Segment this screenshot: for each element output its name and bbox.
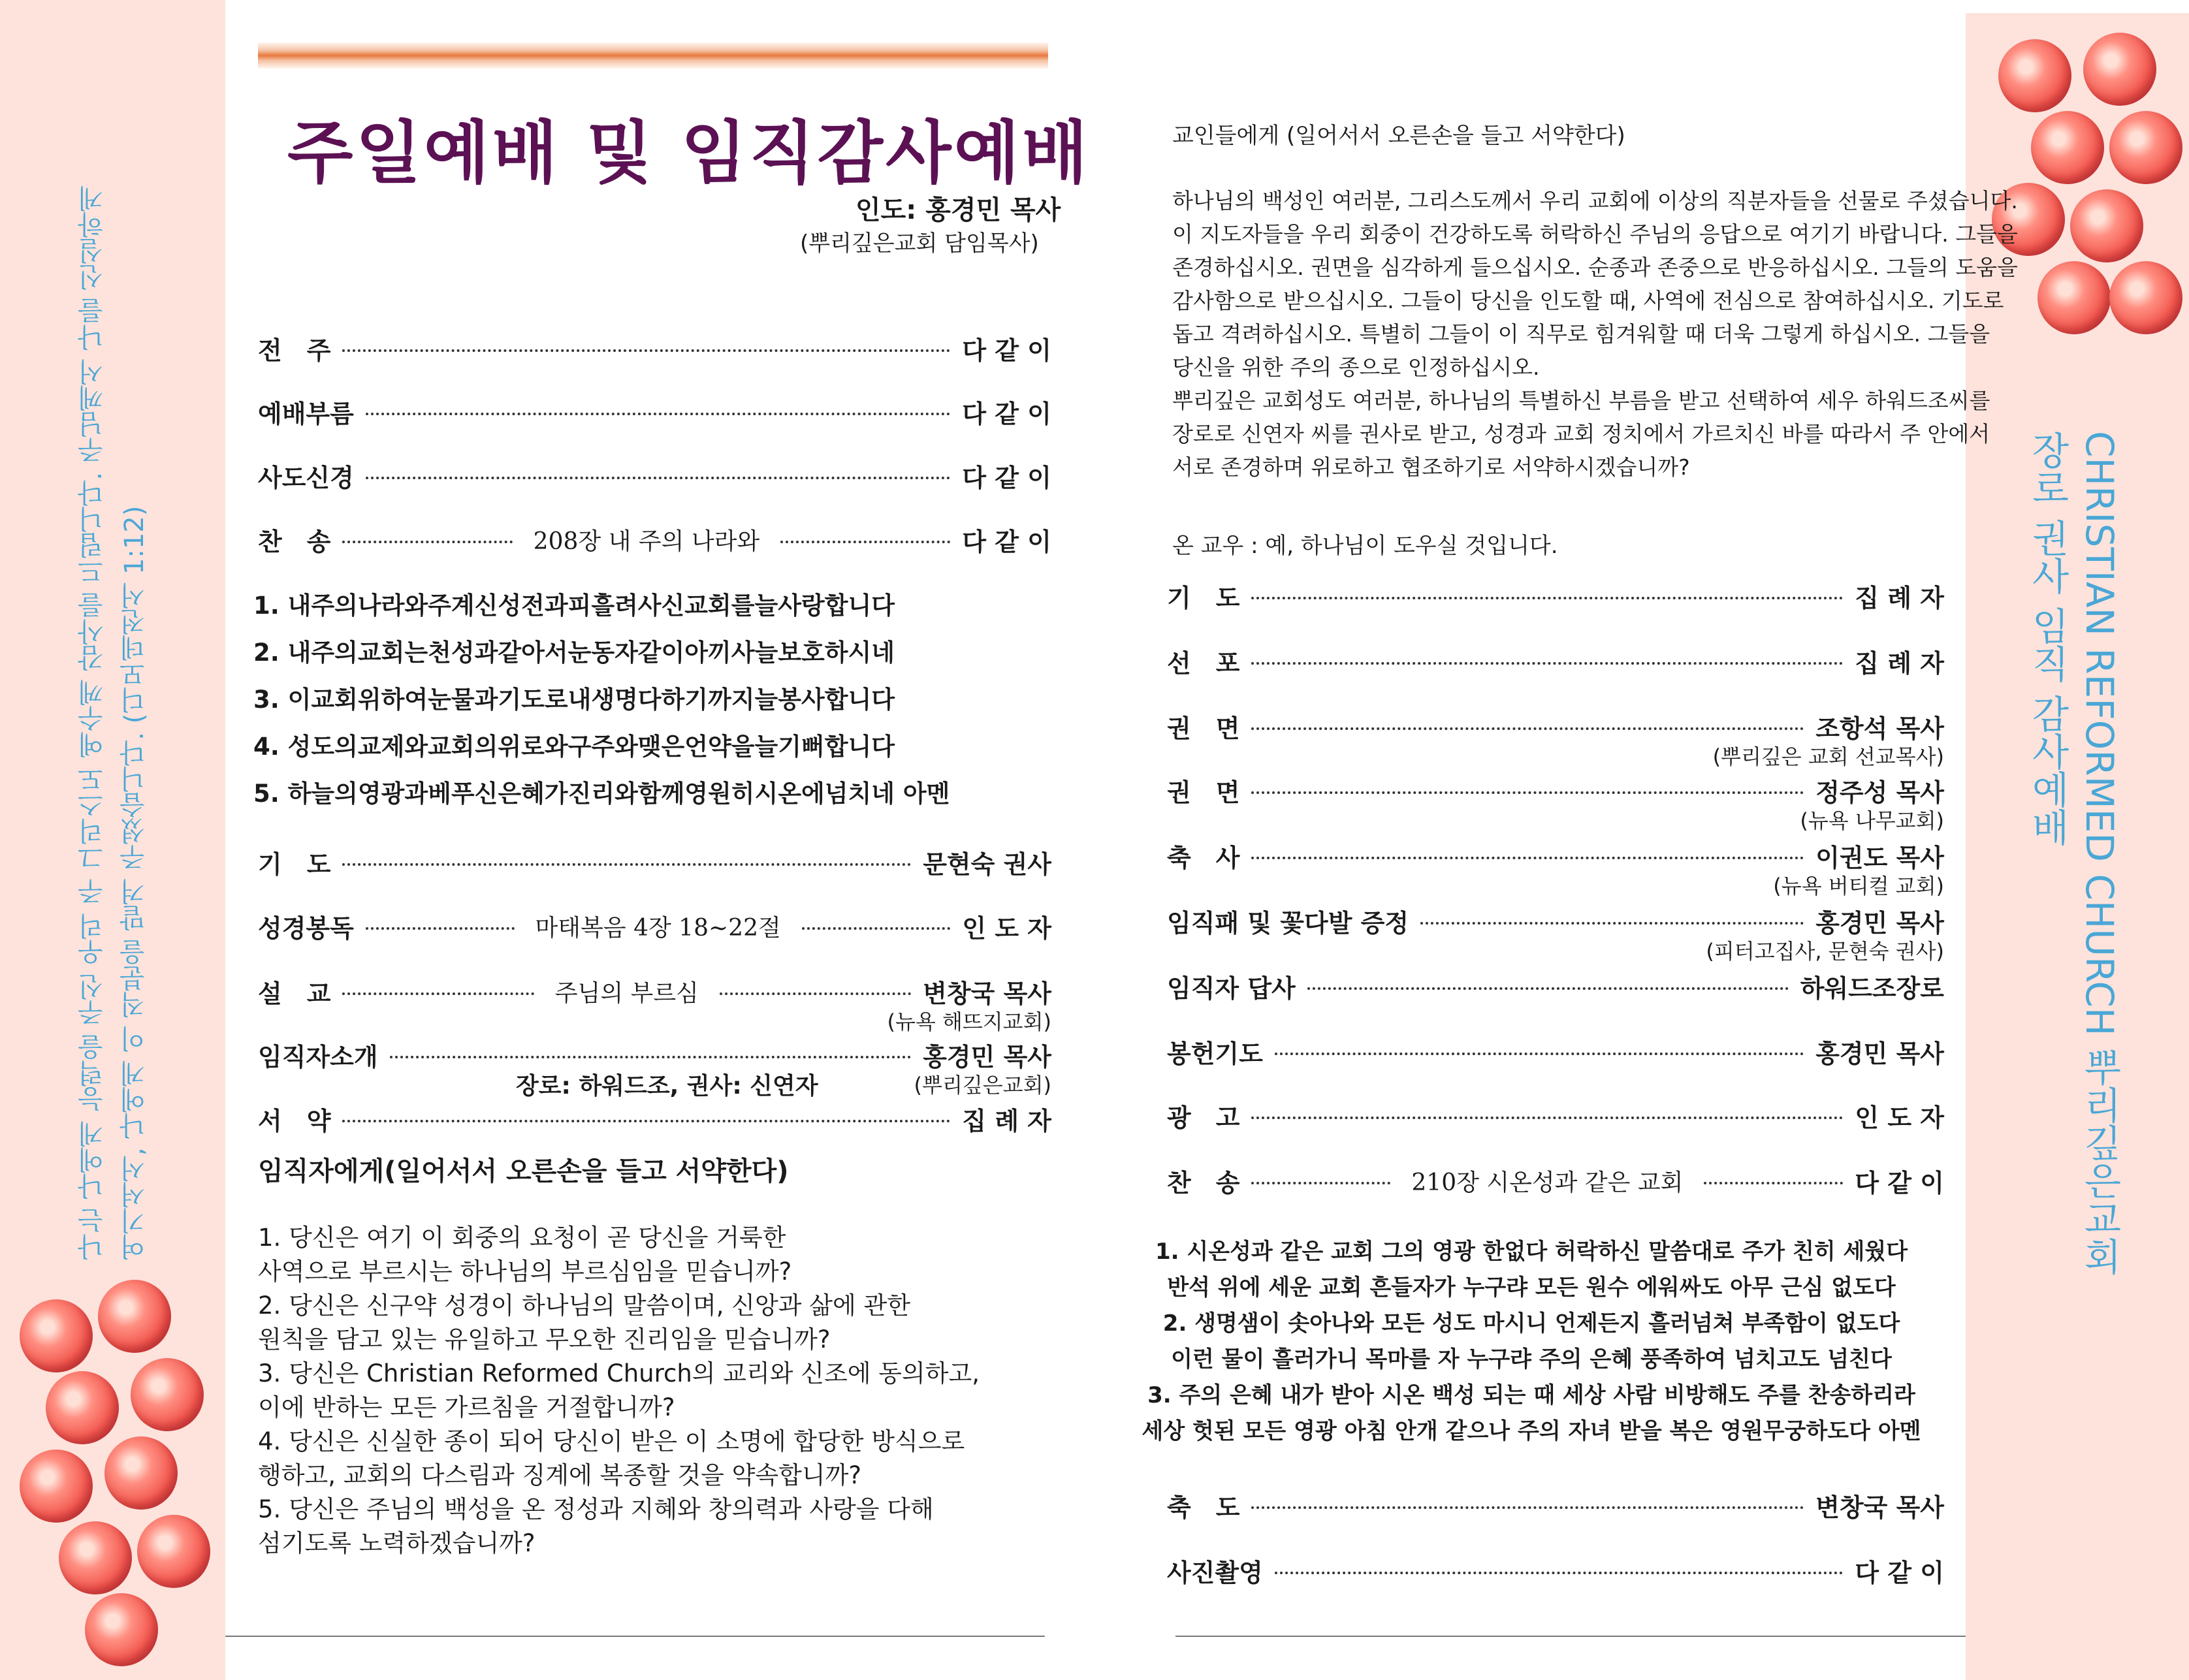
- service-item-affiliation: (뉴욕 나무교회): [1800, 808, 1944, 833]
- hymn-verse: 2. 내주의교회는천성과같아서눈동자같이아끼사늘보호하시네: [253, 639, 895, 667]
- service-item-label: 임직자 답사: [1167, 974, 1296, 1003]
- dot-leader: [342, 863, 911, 866]
- service-item-leader: 이권도 목사: [1815, 843, 1944, 872]
- congregation-paragraph-line: 뿌리깊은 교회성도 여러분, 하나님의 특별하신 부름을 받고 선택하여 세우 하워드조씨를: [1172, 388, 1990, 413]
- congregation-paragraph-line: 당신을 위한 주의 종으로 인정하십시오.: [1172, 355, 1540, 380]
- service-item-leader: 인 도 자: [962, 913, 1052, 943]
- hymn-verse: 반석 위에 세운 교회 흔들자가 누구랴 모든 원수 에워싸도 아무 근심 없도다: [1167, 1275, 1896, 1301]
- service-item: [258, 392, 1051, 431]
- dot-leader: [366, 477, 951, 479]
- vow-line: 5. 당신은 주님의 백성을 온 정성과 지혜와 창의력과 사랑을 다해: [258, 1495, 934, 1523]
- leader-label: 인도: 홍경민 목사: [855, 195, 1061, 225]
- hymn-verse: 1. 내주의나라와주계신성전과피흘려사신교회를늘사랑합니다: [253, 592, 895, 620]
- service-item: [258, 906, 1051, 945]
- page-title: 주일예배 및 임직감사예배: [287, 113, 1091, 193]
- service-item: [1167, 836, 1944, 875]
- service-item-label: 임직패 및 꽃다발 증정: [1167, 908, 1409, 938]
- dot-leader: [366, 413, 951, 415]
- service-item-detail: 208장 내 주의 나라와: [524, 523, 769, 556]
- service-item: [1167, 1161, 1944, 1200]
- dot-leader: [1275, 1572, 1844, 1574]
- congregation-answer: 온 교우 : 예, 하나님이 도우실 것입니다.: [1172, 533, 1558, 559]
- vow-line: 4. 당신은 신실한 종이 되어 당신이 받은 이 소명에 합당한 방식으로: [258, 1427, 965, 1455]
- rose-icon: [2037, 261, 2111, 334]
- service-item-leader: 홍경민 목사: [923, 1042, 1051, 1071]
- service-item: [1167, 706, 1944, 746]
- congregation-paragraph-line: 존경하십시오. 권면을 심각하게 들으십시오. 순종과 존중으로 반응하십시오. 그들의 도움을: [1172, 255, 2018, 280]
- service-item-label: 찬 송: [1167, 1168, 1240, 1197]
- ordinands-note: 장로: 하워드조, 권사: 신연자: [516, 1073, 818, 1100]
- service-item-leader: 다 같 이: [962, 527, 1051, 556]
- service-item: [1167, 1096, 1944, 1135]
- service-item-detail: 마태복음 4장 18~22절: [526, 910, 790, 943]
- service-item-affiliation: (뉴욕 버티컬 교회): [1773, 874, 1944, 898]
- dot-leader: [1251, 791, 1804, 794]
- service-item-affiliation: (뉴욕 해뜨지교회): [887, 1009, 1051, 1034]
- service-item: [1167, 1032, 1944, 1071]
- service-item-leader: 다 같 이: [962, 336, 1051, 365]
- rose-icon: [85, 1593, 158, 1666]
- vow-line: 이에 반하는 모든 가르침을 거절합니까?: [258, 1393, 675, 1421]
- dot-leader: [1307, 987, 1789, 990]
- service-item-leader: 조항석 목사: [1815, 714, 1944, 743]
- hymn-verse: 4. 성도의교제와교회의위로와구주와맺은언약을늘기뻐합니다: [253, 733, 895, 761]
- service-item: [1167, 966, 1944, 1006]
- service-item-leader: 다 같 이: [962, 463, 1051, 492]
- service-item-leader: 정주성 목사: [1815, 778, 1944, 807]
- service-item-leader: 집 례 자: [962, 1106, 1051, 1135]
- rose-icon: [104, 1436, 178, 1510]
- congregation-paragraph-line: 감사함으로 받으십시오. 그들이 당신을 인도할 때, 사역에 전심으로 참여하십시오. 기도로: [1172, 288, 2004, 313]
- service-item-leader: 홍경민 목사: [1815, 1039, 1944, 1068]
- service-item: [1167, 770, 1944, 810]
- service-item-leader: 문현숙 권사: [923, 849, 1051, 879]
- hymn-verse: 3. 이교회위하여눈물과기도로내생명다하기까지늘봉사합니다: [253, 686, 895, 714]
- rose-icon: [2083, 33, 2156, 106]
- service-item-detail: 주님의 부르심: [546, 975, 708, 1008]
- vow-line: 행하고, 교회의 다스림과 징계에 복종할 것을 약속합니까?: [258, 1461, 862, 1489]
- vow-line: 원칙을 담고 있는 유일하고 무오한 진리임을 믿습니까?: [258, 1325, 831, 1354]
- vow-line: 3. 당신은 Christian Reformed Church의 교리와 신조에 동의하고,: [258, 1359, 980, 1387]
- rose-icon: [1998, 39, 2071, 112]
- church-name: CHRISTIAN REFORMED CHURCH 뿌리깊은교회: [2077, 431, 2122, 1275]
- event-name: 장로 권사 임직 감사예배: [2025, 431, 2069, 846]
- service-item-label: 전 주: [258, 336, 331, 365]
- rose-icon: [2109, 261, 2182, 334]
- rose-icon: [59, 1521, 132, 1594]
- service-item-label: 찬 송: [258, 527, 331, 556]
- hymn-verse: 5. 하늘의영광과베푸신은혜가진리와함께영원히시온에넘치네 아멘: [253, 780, 950, 808]
- service-item: [258, 328, 1051, 368]
- vow-line: 1. 당신은 여기 이 회중의 요청이 곧 당신을 거룩한: [258, 1224, 786, 1252]
- dot-leader: [342, 541, 512, 543]
- service-item: [258, 456, 1051, 495]
- dot-leader: [1420, 922, 1804, 925]
- service-item: [258, 520, 1051, 559]
- service-item-label: 축 도: [1167, 1493, 1240, 1522]
- service-item: [258, 972, 1051, 1011]
- dot-leader: [342, 992, 534, 995]
- service-item-label: 선 포: [1167, 648, 1240, 678]
- dot-leader: [780, 541, 950, 543]
- service-item-affiliation: (뿌리깊은교회): [914, 1073, 1051, 1098]
- hymn-verse: 3. 주의 은혜 내가 받아 시온 백성 되는 때 세상 사람 비방해도 주를 찬송하리라: [1147, 1382, 1915, 1408]
- congregation-title: 교인들에게 (일어서서 오른손을 들고 서약한다): [1172, 123, 1625, 149]
- service-item-label: 설 교: [258, 979, 331, 1008]
- bible-verse-line1: 나는 나에게 능력을 주신 우리 주 그리스도 예수께 감사를 드립니다. 주님께서 나를 신실하게: [78, 185, 108, 1260]
- service-item-label: 기 도: [258, 849, 331, 879]
- dot-leader: [366, 927, 515, 930]
- service-item: [1167, 576, 1944, 615]
- service-item-label: 사도신경: [258, 463, 354, 492]
- hymn-verse: 세상 헛된 모든 영광 아침 안개 같으나 주의 자녀 받을 복은 영원무궁하도다 아멘: [1142, 1418, 1921, 1444]
- service-item-leader: 변창국 목사: [923, 979, 1051, 1008]
- service-item: [1167, 1485, 1944, 1525]
- service-item-label: 봉헌기도: [1167, 1039, 1263, 1068]
- rose-icon: [98, 1280, 171, 1353]
- rose-icon: [20, 1299, 93, 1372]
- vow-title: 임직자에게(일어서서 오른손을 들고 서약한다): [258, 1156, 789, 1186]
- service-item: [258, 1099, 1051, 1138]
- service-item-label: 임직자소개: [258, 1042, 378, 1071]
- dot-leader: [1251, 662, 1843, 665]
- rose-icon: [2031, 111, 2104, 184]
- service-item-leader: 다 같 이: [1855, 1168, 1945, 1197]
- dot-leader: [720, 992, 911, 995]
- dot-leader: [1275, 1053, 1804, 1055]
- congregation-paragraph-line: 이 지도자들을 우리 회중이 건강하도록 허락하신 주님의 응답으로 여기기 바랍니다. 그들을: [1172, 221, 2018, 247]
- congregation-paragraph-line: 서로 존경하며 위로하고 협조하기로 서약하시겠습니까?: [1172, 454, 1690, 480]
- service-item-leader: 인 도 자: [1855, 1103, 1944, 1132]
- dot-leader: [1251, 1182, 1390, 1184]
- service-item-leader: 다 같 이: [962, 399, 1051, 428]
- vow-line: 사역으로 부르시는 하나님의 부르심임을 믿습니까?: [258, 1258, 792, 1286]
- service-item: [1167, 901, 1944, 940]
- service-item-label: 축 사: [1167, 843, 1240, 872]
- service-item-leader: 변창국 목사: [1815, 1493, 1944, 1522]
- dot-leader: [1704, 1182, 1843, 1184]
- service-item-label: 서 약: [258, 1106, 331, 1135]
- bible-verse-line2: 여기셔서, 나에게 이 직분을 맡겨 주셨습니다. (디모데전서 1:12): [120, 505, 150, 1260]
- service-item-leader: 하워드조장로: [1800, 974, 1944, 1003]
- service-item-leader: 집 례 자: [1855, 648, 1944, 678]
- service-item: [258, 842, 1051, 881]
- leader-church: (뿌리깊은교회 담임목사): [800, 230, 1039, 257]
- dot-leader: [390, 1056, 912, 1058]
- hymn-verse: 1. 시온성과 같은 교회 그의 영광 한없다 허락하신 말씀대로 주가 친히 세웠다: [1155, 1239, 1908, 1265]
- service-item: [1167, 641, 1944, 680]
- hymn-verse: 2. 생명샘이 솟아나와 모든 성도 마시니 언제든지 흘러넘쳐 부족함이 없도다: [1162, 1310, 1900, 1337]
- divider-right: [1175, 1636, 1966, 1637]
- service-item-label: 예배부름: [258, 399, 354, 428]
- dot-leader: [1251, 597, 1843, 599]
- service-item-label: 광 고: [1167, 1103, 1240, 1132]
- divider-left: [225, 1636, 1045, 1637]
- service-item-label: 기 도: [1167, 583, 1240, 612]
- congregation-paragraph-line: 장로로 신연자 씨를 권사로 받고, 성경과 교회 정치에서 가르치신 바를 따라서 주 안에서: [1172, 421, 1990, 447]
- service-item-leader: 집 례 자: [1855, 583, 1944, 612]
- dot-leader: [1251, 1117, 1843, 1119]
- dot-leader: [1251, 727, 1804, 730]
- rose-icon: [131, 1358, 204, 1431]
- dot-leader: [1251, 1506, 1804, 1509]
- header-ribbon: [258, 42, 1048, 69]
- service-item: [1167, 1551, 1944, 1590]
- service-item-label: 사진촬영: [1167, 1558, 1263, 1587]
- service-item-label: 권 면: [1167, 778, 1240, 807]
- service-item-detail: 210장 시온성과 같은 교회: [1402, 1164, 1692, 1197]
- bible-verse: [72, 85, 155, 1260]
- service-item-affiliation: (피터고집사, 문현숙 권사): [1706, 939, 1944, 964]
- vow-line: 2. 당신은 신구약 성경이 하나님의 말씀이며, 신앙과 삶에 관한: [258, 1292, 910, 1320]
- vow-line: 섬기도록 노력하겠습니까?: [258, 1529, 535, 1557]
- congregation-paragraph-line: 돕고 격려하십시오. 특별히 그들이 이 직무로 힘겨워할 때 더욱 그렇게 하십시오. 그들을: [1172, 321, 1990, 347]
- dot-leader: [342, 349, 950, 352]
- service-item-label: 성경봉독: [258, 913, 354, 943]
- hymn-verse: 이런 물이 흘러가니 목마를 자 누구랴 주의 은혜 풍족하여 넘치고도 넘친다: [1171, 1346, 1892, 1372]
- rose-icon: [20, 1450, 93, 1523]
- service-item-affiliation: (뿌리깊은 교회 선교목사): [1712, 744, 1944, 769]
- service-item-leader: 다 같 이: [1855, 1558, 1944, 1587]
- service-item-leader: 홍경민 목사: [1815, 908, 1944, 938]
- dot-leader: [802, 927, 951, 930]
- rose-icon: [2070, 189, 2143, 262]
- rose-icon: [46, 1371, 119, 1444]
- dot-leader: [1251, 857, 1804, 859]
- congregation-paragraph-line: 하나님의 백성인 여러분, 그리스도께서 우리 교회에 이상의 직분자들을 선물로 주셨습니다.: [1172, 188, 2018, 214]
- service-item-label: 권 면: [1167, 714, 1240, 743]
- dot-leader: [342, 1120, 950, 1122]
- rose-icon: [2109, 111, 2182, 184]
- rose-icon: [137, 1515, 210, 1588]
